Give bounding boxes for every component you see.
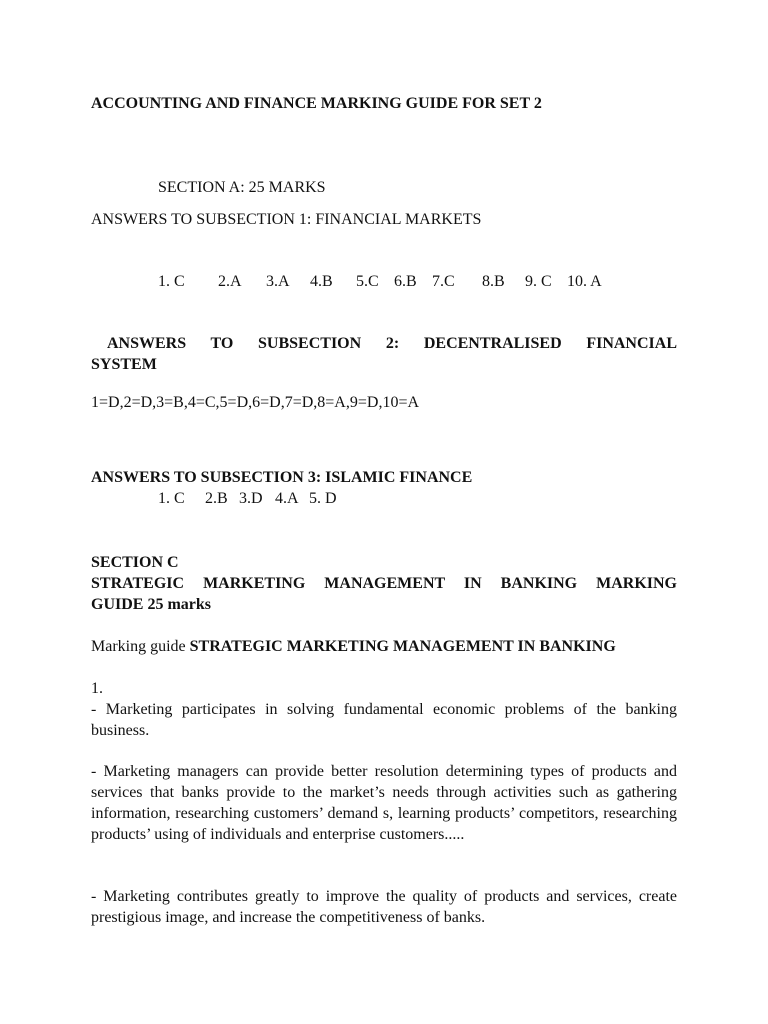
answer-item: 2.A: [218, 273, 242, 290]
subsection-2-heading: ANSWERS TO SUBSECTION 2: DECENTRALISED FINANCIAL SYSTEM: [91, 335, 677, 373]
answer-point-3: - Marketing contributes greatly to improve the quality of products and services, create prestigious image, and increase the competitiveness of banks.: [91, 888, 677, 926]
answer-item: 9. C: [525, 273, 552, 290]
answer-item: 3.A: [266, 273, 290, 290]
section-c-heading-block: [91, 552, 677, 615]
answer-item: 7.C: [432, 273, 455, 290]
subsection-3: [91, 467, 677, 509]
answer-item: 1. C: [158, 490, 185, 507]
subsection-2-answers: 1=D,2=D,3=B,4=C,5=D,6=D,7=D,8=A,9=D,10=A: [91, 394, 420, 411]
answer-point-1: - Marketing participates in solving fundamental economic problems of the banking business.: [91, 701, 677, 739]
answer-item: 6.B: [394, 273, 417, 290]
document-title: ACCOUNTING AND FINANCE MARKING GUIDE FOR SET 2: [91, 95, 542, 112]
subsection-3-heading: ANSWERS TO SUBSECTION 3: ISLAMIC FINANCE: [91, 469, 473, 486]
section-c-title-line2: GUIDE 25 marks: [91, 596, 212, 613]
section-c-heading: SECTION C: [91, 554, 179, 571]
answer-item: 3.D: [239, 490, 263, 507]
subsection-1-answers: [91, 271, 744, 292]
section-a-heading: SECTION A: 25 MARKS: [158, 179, 326, 196]
answer-item: 2.B: [205, 490, 228, 507]
subsection-1-heading: ANSWERS TO SUBSECTION 1: FINANCIAL MARKETS: [91, 211, 482, 228]
question-1-label: 1.: [91, 680, 103, 697]
answer-point-2: - Marketing managers can provide better resolution determining types of products and services that banks provide to the market’s needs through activities such as gathering information, researching customers’ demand s, learning products’ competitors, researching products’ using of individuals and enterprise customers.....: [91, 763, 677, 843]
section-c-title-line1: STRATEGIC MARKETING MANAGEMENT IN BANKING MARKING: [91, 575, 677, 592]
answer-item: 4.B: [310, 273, 333, 290]
subsection-3-answers: [91, 488, 677, 509]
answer-item: 1. C: [158, 273, 185, 290]
answer-item: 5.C: [356, 273, 379, 290]
answer-item: 5. D: [309, 490, 337, 507]
answer-item: 10. A: [567, 273, 602, 290]
answer-item: 4.A: [275, 490, 299, 507]
marking-guide-line: Marking guide STRATEGIC MARKETING MANAGEMENT IN BANKING: [91, 638, 616, 655]
answer-item: 8.B: [482, 273, 505, 290]
